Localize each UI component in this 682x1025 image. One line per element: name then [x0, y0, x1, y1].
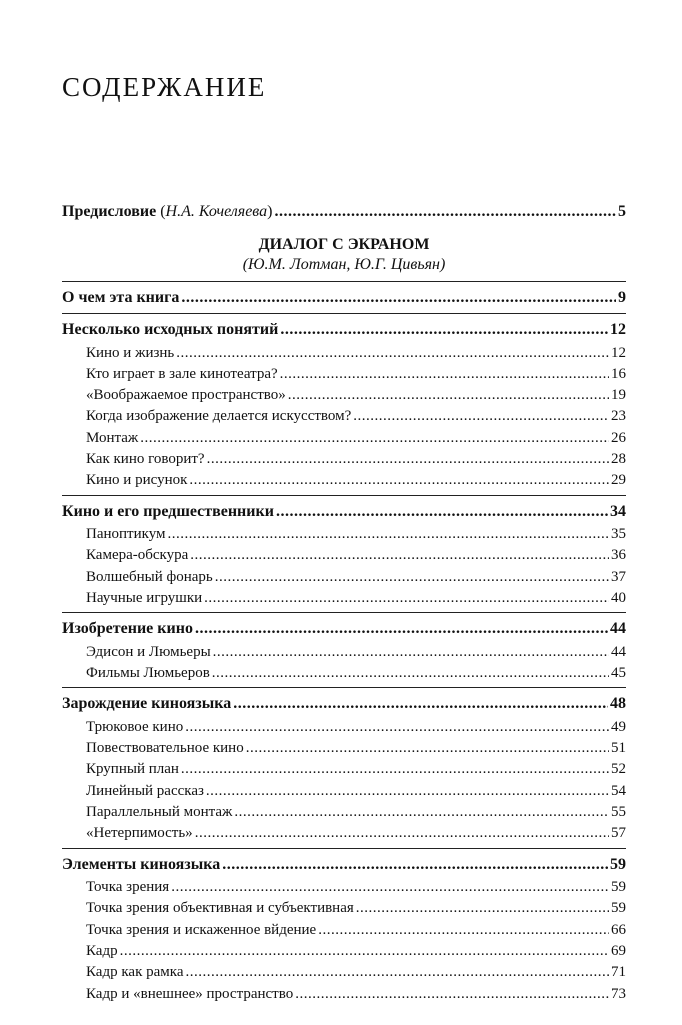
toc-page-number: 73 [611, 985, 626, 1002]
toc-subentry[interactable] [62, 802, 626, 823]
dot-leader [190, 545, 609, 566]
toc-page-number: 45 [611, 665, 626, 682]
toc-page-number: 59 [611, 879, 626, 896]
toc-page-number: 51 [611, 740, 626, 757]
section-heading [62, 235, 626, 275]
toc-page-number: 35 [611, 526, 626, 543]
chapter-divider [62, 687, 626, 688]
dot-leader [185, 717, 609, 738]
dot-leader [295, 984, 609, 1005]
dot-leader [318, 920, 609, 941]
toc-page-number: 16 [611, 365, 626, 382]
toc-chapter[interactable] [62, 318, 626, 343]
dot-leader [171, 877, 609, 898]
toc-page-number: 12 [611, 344, 626, 361]
toc-subentry-title: Трюковое кино [86, 718, 184, 735]
section-authors: (Ю.М. Лотман, Ю.Г. Цивьян) [242, 255, 446, 273]
dot-leader [189, 470, 609, 491]
toc-subentry[interactable] [62, 759, 626, 780]
chapter-divider [62, 612, 626, 613]
toc-subentry-title: Кадр и «внешнее» пространство [86, 985, 294, 1002]
toc-subentry[interactable] [62, 524, 626, 545]
toc-subentry[interactable] [62, 984, 626, 1005]
toc-subentry-title: Кадр [86, 943, 118, 960]
toc-entry-title: Предисловие (Н.А. Кочеляева) [62, 203, 273, 220]
dot-leader [288, 385, 609, 406]
toc-subentry-title: Кто играет в зале кинотеатра? [86, 365, 278, 382]
toc-subentry-title: Как кино говорит? [86, 450, 205, 467]
dot-leader [212, 663, 609, 684]
toc-subentry-title: Камера-обскура [86, 547, 189, 564]
toc-subentry-title: «Нетерпимость» [86, 825, 193, 842]
chapter-divider [62, 281, 626, 282]
chapter-divider [62, 848, 626, 849]
toc-subentry-title: Точка зрения [86, 879, 170, 896]
toc-subentry-title: Волшебный фонарь [86, 568, 213, 585]
toc-page-number: 23 [611, 408, 626, 425]
toc-subentry-title: Кино и жизнь [86, 344, 175, 361]
toc-subentry-title: Параллельный монтаж [86, 804, 233, 821]
dot-leader [204, 588, 609, 609]
toc-subentry-title: Точка зрения и искаженное вйдение [86, 921, 317, 938]
chapter-divider [62, 495, 626, 496]
toc-subentry[interactable] [62, 663, 626, 684]
toc-chapter-title: Несколько исходных понятий [62, 321, 279, 338]
toc-subentry-title: Паноптикум [86, 526, 166, 543]
toc-subentry[interactable] [62, 385, 626, 406]
toc-page-number: 44 [610, 620, 626, 638]
toc-page-number: 59 [610, 855, 626, 873]
toc-page-number: 71 [611, 964, 626, 981]
toc-chapter[interactable] [62, 692, 626, 717]
dot-leader [215, 567, 609, 588]
page-title: СОДЕРЖАНИЕ [62, 72, 267, 102]
toc-subentry[interactable] [62, 343, 626, 364]
toc-chapter-title: Зарождение киноязыка [62, 695, 232, 713]
toc-subentry[interactable] [62, 941, 626, 962]
toc-chapter[interactable] [62, 853, 626, 878]
toc-chapter-title: О чем эта книга [62, 288, 180, 306]
dot-leader [233, 692, 608, 717]
dot-leader [276, 500, 608, 525]
toc-page-number: 9 [618, 288, 626, 306]
toc-subentry-title: Крупный план [86, 761, 179, 778]
dot-leader [195, 823, 609, 844]
toc-page-number: 19 [611, 387, 626, 404]
toc-subentry-title: Кадр как рамка [86, 964, 184, 981]
dot-leader [246, 738, 609, 759]
toc-subentry-title: «Воображаемое пространство» [86, 387, 286, 404]
toc-page-number: 28 [611, 450, 626, 467]
dot-leader [181, 759, 609, 780]
toc-subentry[interactable] [62, 449, 626, 470]
dot-leader [120, 941, 609, 962]
dot-leader [207, 449, 609, 470]
toc-subentry-title: Монтаж [86, 429, 139, 446]
dot-leader [181, 286, 616, 311]
toc-page-number: 26 [611, 429, 626, 446]
dot-leader [280, 364, 609, 385]
toc-chapter[interactable] [62, 286, 626, 311]
toc-chapter-title: Изобретение кино [62, 620, 193, 638]
toc-page-number: 48 [610, 695, 626, 713]
toc-subentry[interactable] [62, 781, 626, 802]
toc-subentry[interactable] [62, 877, 626, 898]
dot-leader [356, 898, 609, 919]
toc-subentry[interactable] [62, 717, 626, 738]
toc-subentry[interactable] [62, 588, 626, 609]
dot-leader [185, 962, 609, 983]
toc-subentry-title: Фильмы Люмьеров [86, 665, 210, 682]
dot-leader [140, 428, 609, 449]
toc-page-number: 55 [611, 804, 626, 821]
toc-chapter-title: Кино и его предшественники [62, 502, 274, 520]
toc-subentry-title: Кино и рисунок [86, 472, 188, 489]
table-of-contents [62, 200, 626, 1005]
toc-subentry[interactable] [62, 406, 626, 427]
toc-page-number: 59 [611, 900, 626, 917]
toc-page-number: 12 [610, 321, 626, 338]
toc-subentry[interactable] [62, 364, 626, 385]
toc-page-number: 57 [611, 825, 626, 842]
toc-subentry-title: Эдисон и Люмьеры [86, 643, 211, 660]
toc-subentry[interactable] [62, 470, 626, 491]
toc-entry-preface[interactable] [62, 200, 626, 225]
toc-chapter[interactable] [62, 617, 626, 642]
toc-chapter-title: Элементы киноязыка [62, 855, 221, 873]
toc-subentry[interactable] [62, 738, 626, 759]
section-title: ДИАЛОГ С ЭКРАНОМ [258, 235, 430, 253]
toc-page-number: 52 [611, 761, 626, 778]
toc-subentry[interactable] [62, 545, 626, 566]
toc-subentry[interactable] [62, 920, 626, 941]
dot-leader [353, 406, 609, 427]
preface-author: Н.А. Кочеляева [165, 203, 268, 220]
toc-page-number: 34 [610, 502, 626, 520]
toc-subentry[interactable] [62, 567, 626, 588]
toc-page-number: 29 [611, 472, 626, 489]
toc-subentry[interactable] [62, 642, 626, 663]
toc-subentry[interactable] [62, 823, 626, 844]
toc-subentry-title: Научные игрушки [86, 589, 203, 606]
dot-leader [280, 318, 608, 343]
toc-subentry-title: Точка зрения объективная и субъективная [86, 900, 354, 917]
chapter-divider [62, 313, 626, 314]
toc-page-number: 40 [611, 589, 626, 606]
toc-page-number: 54 [611, 782, 626, 799]
toc-page-number: 44 [611, 643, 626, 660]
toc-page-number: 66 [611, 921, 626, 938]
toc-subentry[interactable] [62, 962, 626, 983]
dot-leader [168, 524, 610, 545]
dot-leader [176, 343, 609, 364]
dot-leader [274, 200, 616, 225]
toc-subentry-title: Повествовательное кино [86, 740, 244, 757]
toc-page-number: 49 [611, 718, 626, 735]
toc-subentry-title: Когда изображение делается искусством? [86, 408, 352, 425]
chapter-list [62, 281, 626, 1005]
dot-leader [206, 781, 609, 802]
dot-leader [222, 853, 608, 878]
toc-page-number: 37 [611, 568, 626, 585]
toc-page-number: 69 [611, 943, 626, 960]
toc-subentry-title: Линейный рассказ [86, 782, 204, 799]
toc-subentry[interactable] [62, 428, 626, 449]
toc-page-number: 36 [611, 547, 626, 564]
dot-leader [234, 802, 609, 823]
toc-chapter[interactable] [62, 500, 626, 525]
dot-leader [213, 642, 609, 663]
toc-page-number: 5 [618, 203, 626, 220]
dot-leader [195, 617, 608, 642]
toc-subentry[interactable] [62, 898, 626, 919]
